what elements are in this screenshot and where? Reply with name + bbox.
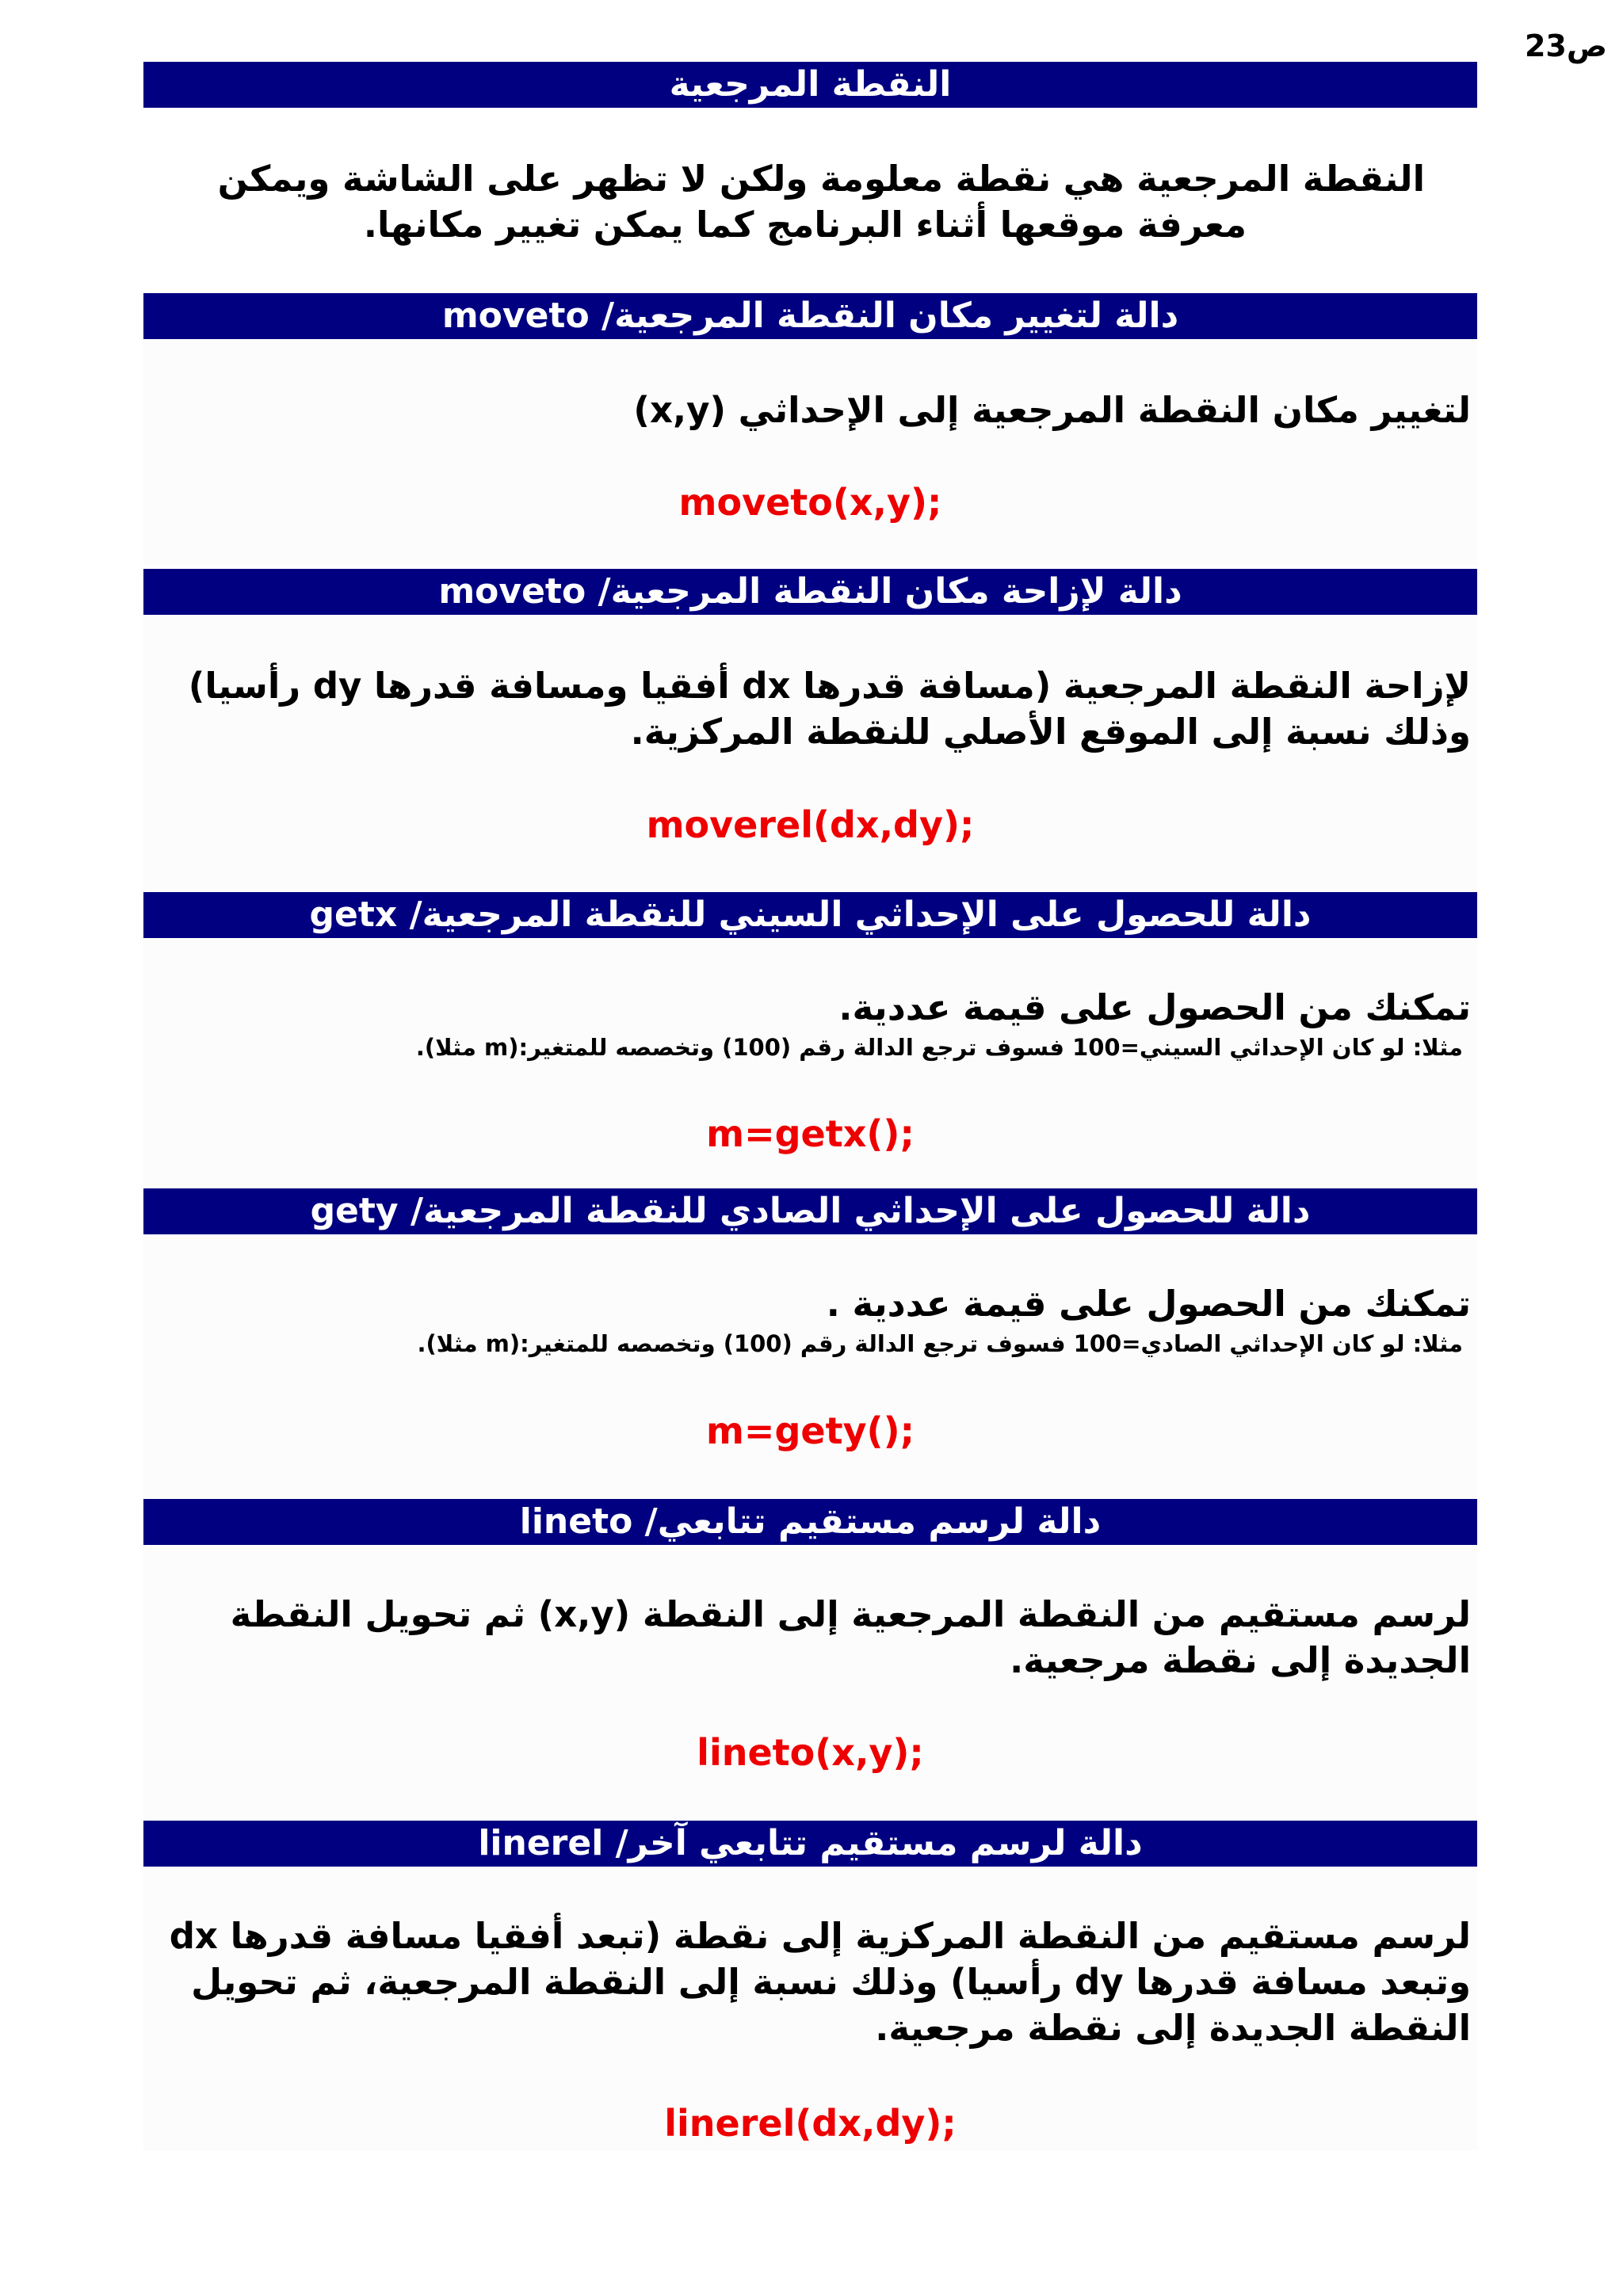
gety-example: مثلا: لو كان الإحداثي الصادي=100 فسوف ترجع الدالة رقم (100) وتخصصه للمتغير:(m مثلا). xyxy=(417,1330,1463,1357)
lineto-line-1: لرسم مستقيم من النقطة المرجعية إلى النقطة (x,y) ثم تحويل النقطة xyxy=(230,1593,1471,1635)
getx-example: مثلا: لو كان الإحداثي السيني=100 فسوف ترجع الدالة رقم (100) وتخصصه للمتغير:(m مثلا). xyxy=(415,1034,1463,1061)
getx-description: تمكنك من الحصول على قيمة عددية. xyxy=(838,986,1471,1028)
heading-getx: دالة للحصول على الإحداثي السيني للنقطة المرجعية/ getx xyxy=(143,892,1477,938)
lineto-code: lineto(x,y); xyxy=(697,1731,924,1774)
lineto-line-2: الجديدة إلى نقطة مرجعية. xyxy=(1010,1639,1471,1681)
heading-linerel: دالة لرسم مستقيم تتابعي آخر/ linerel xyxy=(143,1821,1477,1867)
gety-description: تمكنك من الحصول على قيمة عددية . xyxy=(826,1283,1471,1325)
section-moveto-background xyxy=(143,339,1477,566)
intro-line-2: معرفة موقعها أثناء البرنامج كما يمكن تغيير مكانها. xyxy=(363,204,1247,246)
heading-moveto: دالة لتغيير مكان النقطة المرجعية/ moveto xyxy=(143,293,1477,339)
section-gety-background xyxy=(143,1234,1477,1499)
getx-code: m=getx(); xyxy=(706,1112,915,1155)
heading-moverel: دالة لإزاحة مكان النقطة المرجعية/ moveto xyxy=(143,569,1477,615)
moverel-code: moverel(dx,dy); xyxy=(646,803,975,846)
linerel-line-3: النقطة الجديدة إلى نقطة مرجعية. xyxy=(875,2007,1471,2049)
gety-code: m=gety(); xyxy=(705,1409,915,1452)
heading-lineto: دالة لرسم مستقيم تتابعي/ lineto xyxy=(143,1499,1477,1545)
linerel-line-2: وتبعد مسافة قدرها dy رأسيا) وذلك نسبة إلى النقطة المرجعية، ثم تحويل xyxy=(191,1961,1471,2003)
heading-gety: دالة للحصول على الإحداثي الصادي للنقطة المرجعية/ gety xyxy=(143,1188,1477,1234)
intro-line-1: النقطة المرجعية هي نقطة معلومة ولكن لا تظهر على الشاشة ويمكن xyxy=(217,158,1425,200)
moveto-description: لتغيير مكان النقطة المرجعية إلى الإحداثي (x,y) xyxy=(633,389,1471,431)
linerel-code: linerel(dx,dy); xyxy=(664,2102,957,2145)
page-number: ص23 xyxy=(1524,29,1607,63)
linerel-line-1: لرسم مستقيم من النقطة المركزية إلى نقطة (تبعد أفقيا مسافة قدرها dx xyxy=(169,1915,1471,1957)
heading-reference-point: النقطة المرجعية xyxy=(143,62,1477,108)
moveto-code: moveto(x,y); xyxy=(678,481,942,524)
moverel-line-1: لإزاحة النقطة المرجعية (مسافة قدرها dx أفقيا ومسافة قدرها dy رأسيا) xyxy=(188,665,1471,707)
moverel-line-2: وذلك نسبة إلى الموقع الأصلي للنقطة المركزية. xyxy=(630,711,1471,753)
